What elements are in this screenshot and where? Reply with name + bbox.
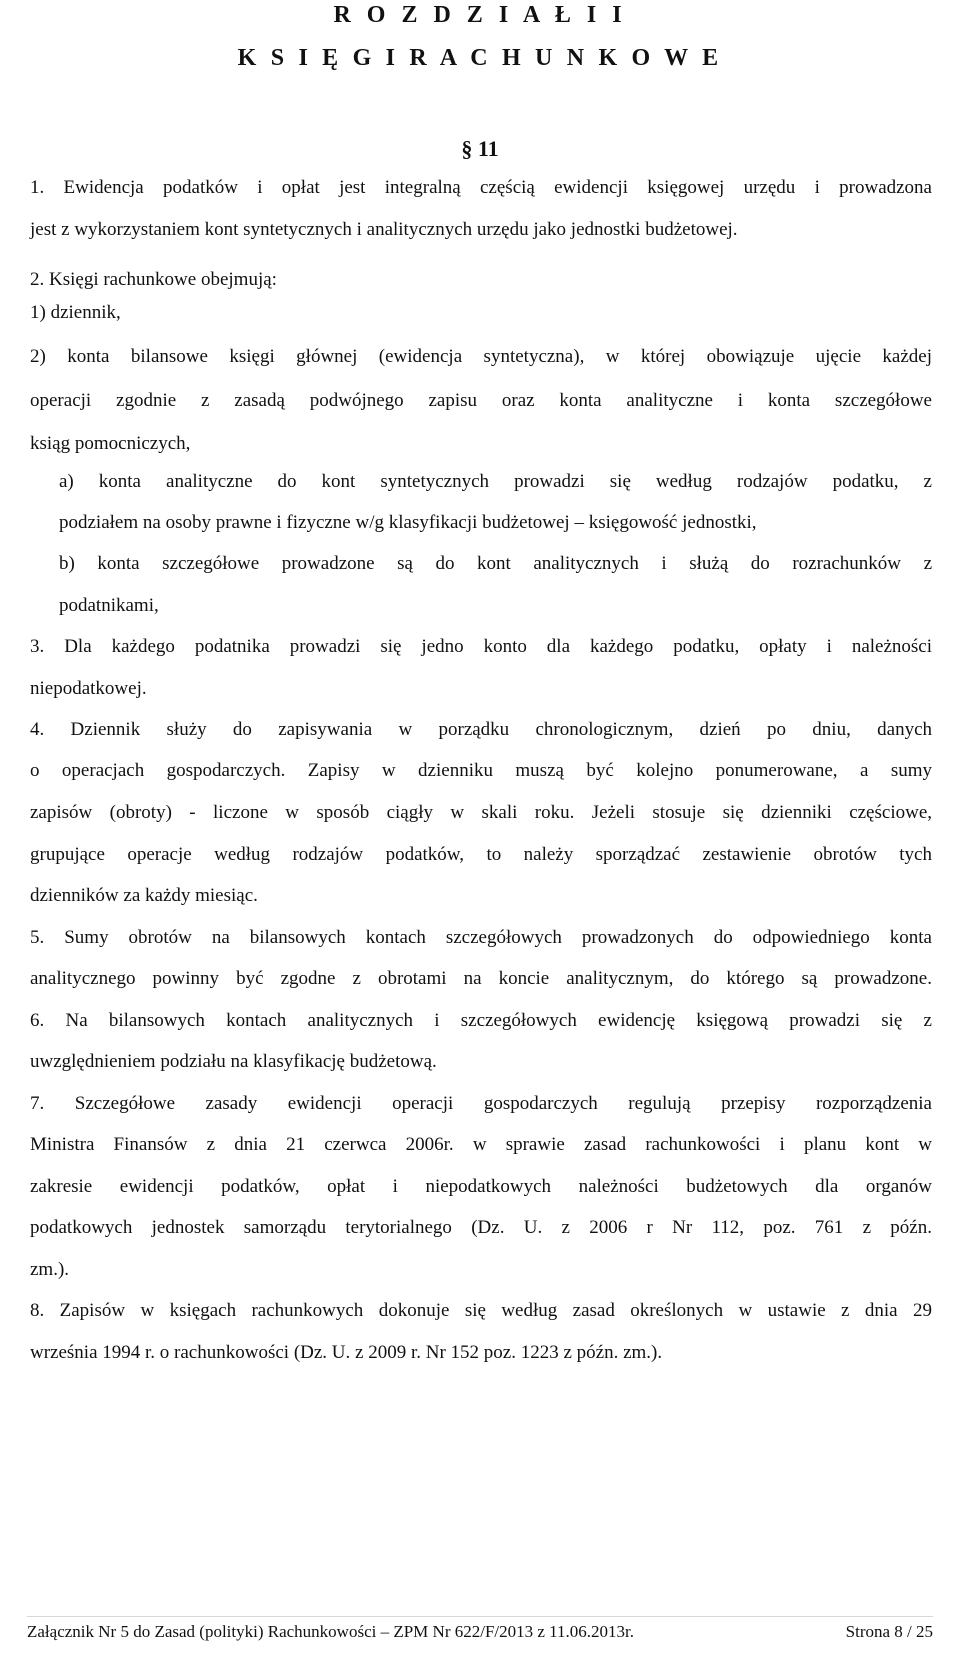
body-line: 2) konta bilansowe księgi głównej (ewidencja syntetyczna), w której obowiązuje ujęcie każdej [30,346,932,367]
body-line: 1) dziennik, [30,302,121,323]
body-line: jest z wykorzystaniem kont syntetycznych i analitycznych urzędu jako jednostki budżetowej. [30,219,738,240]
chapter-title: K S I Ę G I R A C H U N K O W E [237,45,723,71]
body-line: 4. Dziennik służy do zapisywania w porządku chronologicznym, dzień po dniu, danych [30,719,932,740]
body-line: zm.). [30,1259,70,1280]
body-line: analitycznego powinny być zgodne z obrotami na koncie analitycznym, do którego są prowadzone. [30,968,932,989]
body-line: zakresie ewidencji podatków, opłat i niepodatkowych należności budżetowych dla organów [30,1176,932,1197]
footer-divider [27,1616,933,1617]
footer-document-reference: Załącznik Nr 5 do Zasad (polityki) Rachunkowości – ZPM Nr 622/F/2013 z 11.06.2013r. [27,1622,635,1641]
body-line: a) konta analityczne do kont syntetycznych prowadzi się według rodzajów podatku, z [59,471,932,492]
body-line: uwzględnieniem podziału na klasyfikację budżetową. [30,1051,437,1072]
body-line: 6. Na bilansowych kontach analitycznych i szczegółowych ewidencję księgową prowadzi się z [30,1010,932,1031]
body-line: 3. Dla każdego podatnika prowadzi się jedno konto dla każdego podatku, opłaty i należności [30,636,932,657]
body-line: września 1994 r. o rachunkowości (Dz. U. z 2009 r. Nr 152 poz. 1223 z późn. zm.). [30,1342,663,1363]
body-line: 2. Księgi rachunkowe obejmują: [30,269,277,290]
body-line: dzienników za każdy miesiąc. [30,885,258,906]
page-footer [27,1621,933,1643]
body-line: 1. Ewidencja podatków i opłat jest integralną częścią ewidencji księgowej urzędu i prowadzona [30,177,932,198]
body-line: 7. Szczegółowe zasady ewidencji operacji gospodarczych regulują przepisy rozporządzenia [30,1093,932,1114]
body-line: grupujące operacje według rodzajów podatków, to należy sporządzać zestawienie obrotów tych [30,844,932,865]
body-line: b) konta szczegółowe prowadzone są do kont analitycznych i służą do rozrachunków z [59,553,932,574]
body-line: operacji zgodnie z zasadą podwójnego zapisu oraz konta analityczne i konta szczegółowe [30,390,932,411]
body-line: o operacjach gospodarczych. Zapisy w dzienniku muszą być kolejno ponumerowane, a sumy [30,760,932,781]
body-line: podziałem na osoby prawne i fizyczne w/g klasyfikacji budżetowej – księgowość jednostki, [59,512,757,533]
footer-page-number: Strona 8 / 25 [845,1622,933,1641]
body-line: Ministra Finansów z dnia 21 czerwca 2006r. w sprawie zasad rachunkowości i planu kont w [30,1134,932,1155]
paragraph-number: § 11 [461,136,499,161]
body-line: 5. Sumy obrotów na bilansowych kontach szczegółowych prowadzonych do odpowiedniego konta [30,927,932,948]
body-line: podatkowych jednostek samorządu terytorialnego (Dz. U. z 2006 r Nr 112, poz. 761 z późn. [30,1217,932,1238]
body-line: ksiąg pomocniczych, [30,433,191,454]
body-line: zapisów (obroty) - liczone w sposób ciągły w skali roku. Jeżeli stosuje się dzienniki częściowe, [30,802,932,823]
body-line: niepodatkowej. [30,678,147,699]
chapter-number: R O Z D Z I A Ł I I [333,2,627,28]
body-line: 8. Zapisów w księgach rachunkowych dokonuje się według zasad określonych w ustawie z dnia 29 [30,1300,932,1321]
body-line: podatnikami, [59,595,159,616]
